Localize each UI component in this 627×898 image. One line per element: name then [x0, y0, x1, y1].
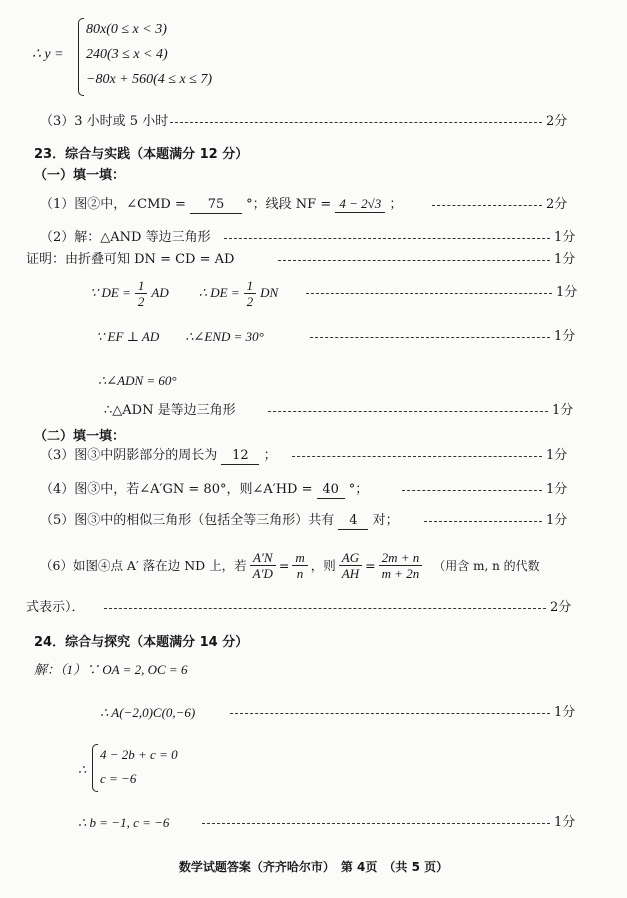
q24-eq-2: c = −6: [100, 771, 137, 786]
leader-dots: [104, 608, 546, 609]
q23-5-answer: 4: [338, 513, 368, 530]
q23-6-mid: ，则: [310, 558, 336, 573]
q23-proof-text: 证明：由折叠可知 DN = CD = AD: [26, 252, 235, 267]
fraction-ag-ah: $\frac{AG}{AH}$: [339, 550, 362, 581]
q23-1-prefix: （1）图②中，∠CMD =: [40, 197, 186, 212]
piecewise-case-1: 80x(0 ≤ x < 3): [86, 22, 167, 37]
equals-sign: =: [365, 557, 376, 573]
piecewise-prefix: ∴ y =: [32, 47, 64, 62]
q24-eq-1: 4 − 2b + c = 0: [100, 747, 178, 762]
q23-line7: [0, 401, 627, 421]
q23-line3: [0, 250, 627, 270]
q23-1-mid: °；线段 NF =: [246, 197, 332, 212]
score: 2分: [550, 600, 572, 615]
score: 1分: [554, 230, 576, 245]
q23-line11: [40, 547, 540, 583]
q23-2-text: （2）解：△AND 等边三角形: [40, 230, 211, 245]
q22-3-line: [0, 112, 627, 132]
score: 1分: [554, 815, 576, 830]
fraction-answer: $\frac{2m + n}{m + 2n}$: [379, 550, 423, 581]
q23-3-answer: 12: [221, 448, 259, 465]
q23-5-prefix: （5）图③中的相似三角形（包括全等三角形）共有: [40, 513, 335, 528]
q23-line1: [0, 195, 627, 215]
q23-var-dn: DN: [260, 285, 279, 300]
q23-fraction-line: [90, 276, 278, 310]
fraction-half: $\frac{1}{2}$: [135, 278, 148, 309]
q23-line5: [0, 327, 627, 347]
q23-4-suffix: °；: [348, 482, 369, 497]
page-footer: 数学试题答案（齐齐哈尔市） 第 4页 （共 5 页）: [178, 860, 449, 874]
q23-1-answer-nf: 4 − 2√3: [335, 196, 385, 213]
q24-line3: [0, 813, 627, 833]
fraction-m-n: $\frac{m}{n}$: [292, 550, 307, 581]
q23-var-ad: AD: [151, 285, 169, 300]
score: 1分: [554, 329, 576, 344]
q23-1-suffix: ；: [389, 197, 403, 212]
q23-6-continuation: 式表示）．: [26, 600, 85, 615]
q24-line1: 解：（1）∵ OA = 2, OC = 6: [34, 662, 188, 677]
q23-5-suffix: 对；: [372, 513, 399, 528]
q23-line12: [0, 598, 627, 618]
leader-dots: [432, 205, 542, 206]
q23-therefore-de: ∴ DE =: [198, 285, 240, 300]
piecewise-brace: [78, 18, 84, 96]
q24-solution: ∴ b = −1, c = −6: [78, 815, 170, 830]
leader-dots: [310, 337, 550, 338]
q23-part2-title: （二）填一填：: [34, 429, 126, 444]
score: 2分: [546, 114, 568, 129]
q23-line9: [0, 480, 627, 500]
q23-because-de: ∵ DE =: [90, 285, 131, 300]
piecewise-case-2: 240(3 ≤ x < 4): [86, 47, 168, 62]
score: 1分: [546, 513, 568, 528]
piecewise-case-3: −80x + 560(4 ≤ x ≤ 7): [86, 72, 213, 87]
q23-equilateral-text: ∴△ADN 是等边三角形: [104, 403, 236, 418]
q24-line2: [0, 703, 627, 723]
fraction-an-ad: $\frac{A'N}{A'D}$: [250, 550, 276, 581]
q23-4-answer: 40: [317, 482, 345, 499]
score: 2分: [546, 197, 568, 212]
leader-dots: [278, 260, 550, 261]
leader-dots: [306, 293, 552, 294]
leader-dots: [230, 713, 550, 714]
equals-sign: =: [278, 557, 290, 573]
q23-6-prefix: （6）如图④点 A′ 落在边 ND 上，若: [40, 558, 247, 573]
score: 1分: [546, 448, 568, 463]
q23-line10: [0, 511, 627, 531]
q24-system-prefix: ∴: [78, 762, 87, 777]
q24-title: 24．综合与探究（本题满分 14 分）: [34, 635, 249, 650]
leader-dots: [170, 122, 542, 123]
q23-line2: [0, 228, 627, 248]
leader-dots: [224, 238, 550, 239]
q23-angle-adn: ∴∠ADN = 60°: [98, 373, 177, 388]
q22-3-text: （3）3 小时或 5 小时: [40, 114, 169, 129]
score: 1分: [546, 482, 568, 497]
leader-dots: [202, 823, 550, 824]
q23-title: 23．综合与实践（本题满分 12 分）: [34, 147, 249, 162]
score: 1分: [554, 705, 576, 720]
score: 1分: [552, 403, 574, 418]
q23-6-suffix: （用含 m, n 的代数: [433, 558, 540, 573]
leader-dots: [292, 456, 542, 457]
q23-4-prefix: （4）图③中，若∠A′GN = 80°，则∠A′HD =: [40, 482, 313, 497]
q23-line8: [0, 446, 627, 466]
q23-3-prefix: （3）图③中阴影部分的周长为: [40, 448, 218, 463]
q23-3-suffix: ；: [263, 448, 277, 463]
q23-part1-title: （一）填一填：: [34, 168, 126, 183]
system-brace: [92, 744, 98, 792]
q24-coordinates: ∴ A(−2,0)C(0,−6): [100, 705, 196, 720]
q23-perp-text: ∵ EF ⊥ AD ∴∠END = 30°: [96, 329, 264, 344]
score: 1分: [556, 285, 578, 300]
fraction-half: $\frac{1}{2}$: [244, 278, 257, 309]
leader-dots: [268, 411, 548, 412]
leader-dots: [402, 490, 542, 491]
score: 1分: [554, 252, 576, 267]
q23-1-answer-cmd: 75: [190, 197, 242, 214]
leader-dots: [424, 521, 542, 522]
